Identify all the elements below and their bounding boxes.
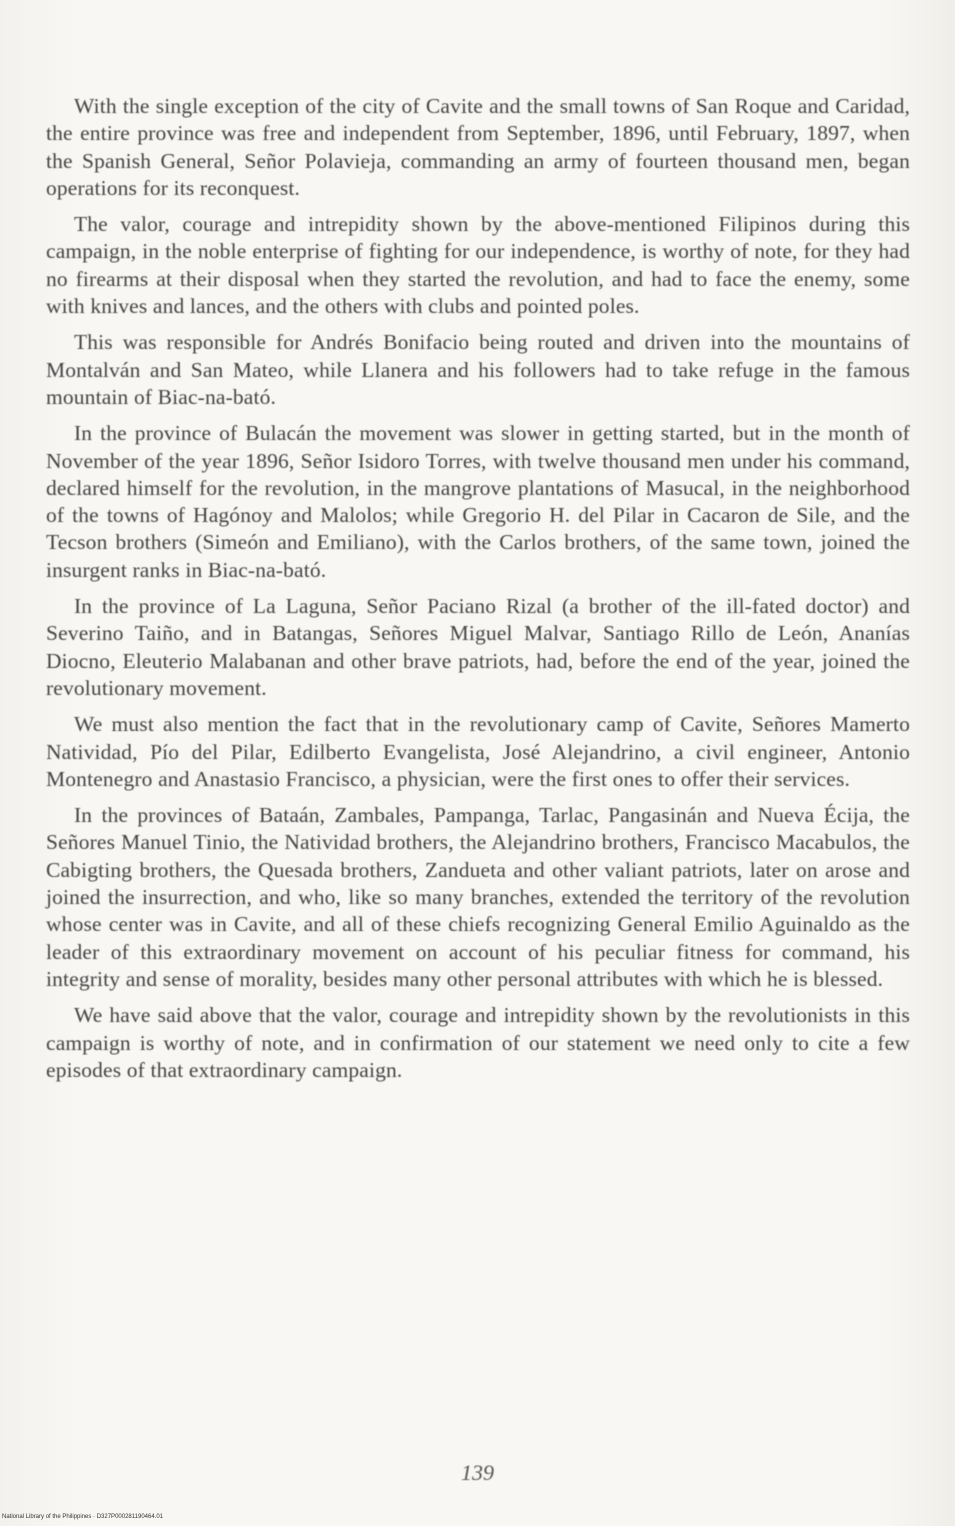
paragraph-7: In the provinces of Bataán, Zambales, Pampanga, Tarlac, Pangasinán and Nueva Écija, the Señores Manuel Tinio, the Natividad brothers, the Alejandrino brothers, Francisco Macabulos, the Cabigting brothers, the Quesada brothers, Zandueta and other valiant patriots, later on arose and joined the insurrection, and who, like so many branches, extended the territory of the revolution whose center was in Cavite, and all of these chiefs recognizing General Emilio Aguinaldo as the leader of this extraordinary movement on account of his peculiar fitness for command, his integrity and sense of morality, besides many other personal attributes with which he is blessed. — [46, 803, 910, 991]
paragraph-4: In the province of Bulacán the movement was slower in getting started, but in the month of November of the year 1896, Señor Isidoro Torres, with twelve thousand men under his command, declared himself for the revolution, in the mangrove plantations of Masucal, in the neighborhood of the towns of Hagónoy and Malolos; while Gregorio H. del Pilar in Cacaron de Sile, and the Tecson brothers (Simeón and Emiliano), with the Carlos brothers, of the same town, joined the insurgent ranks in Biac-na-bató. — [46, 421, 910, 582]
paragraph-6: We must also mention the fact that in the revolutionary camp of Cavite, Señores Mamerto Natividad, Pío del Pilar, Edilberto Evangelista, José Alejandrino, a civil engineer, Antonio Montenegro and Anastasio Francisco, a physician, were the first ones to offer their services. — [46, 712, 910, 791]
paragraph-1: With the single exception of the city of Cavite and the small towns of San Roque and Caridad, the entire province was free and independent from September, 1896, until February, 1897, when the Spanish General, Señor Polavieja, commanding an army of fourteen thousand men, began operations for its reconquest. — [46, 94, 910, 200]
paragraph-3: This was responsible for Andrés Bonifacio being routed and driven into the mountains of Montalván and San Mateo, while Llanera and his followers had to take refuge in the famous mountain of Biac-na-bató. — [46, 330, 910, 409]
paragraph-8: We have said above that the valor, courage and intrepidity shown by the revolutionists in this campaign is worthy of note, and in confirmation of our statement we need only to cite a few episodes of that extraordinary campaign. — [46, 1003, 910, 1082]
page-number: 139 — [461, 1460, 494, 1485]
footer-credit: National Library of the Philippines · D327P000281190464.01 — [2, 1514, 164, 1520]
body-text — [46, 93, 910, 1093]
paragraph-5: In the province of La Laguna, Señor Paciano Rizal (a brother of the ill-fated doctor) and Severino Taiño, and in Batangas, Señores Miguel Malvar, Santiago Rillo de León, Ananías Diocno, Eleuterio Malabanan and other brave patriots, had, before the end of the year, joined the revolutionary movement. — [46, 594, 910, 700]
paragraph-2: The valor, courage and intrepidity shown by the above-mentioned Filipinos during this campaign, in the noble enterprise of fighting for our independence, is worthy of note, for they had no firearms at their disposal when they started the revolution, and had to face the enemy, some with knives and lances, and the others with clubs and pointed poles. — [46, 212, 910, 319]
